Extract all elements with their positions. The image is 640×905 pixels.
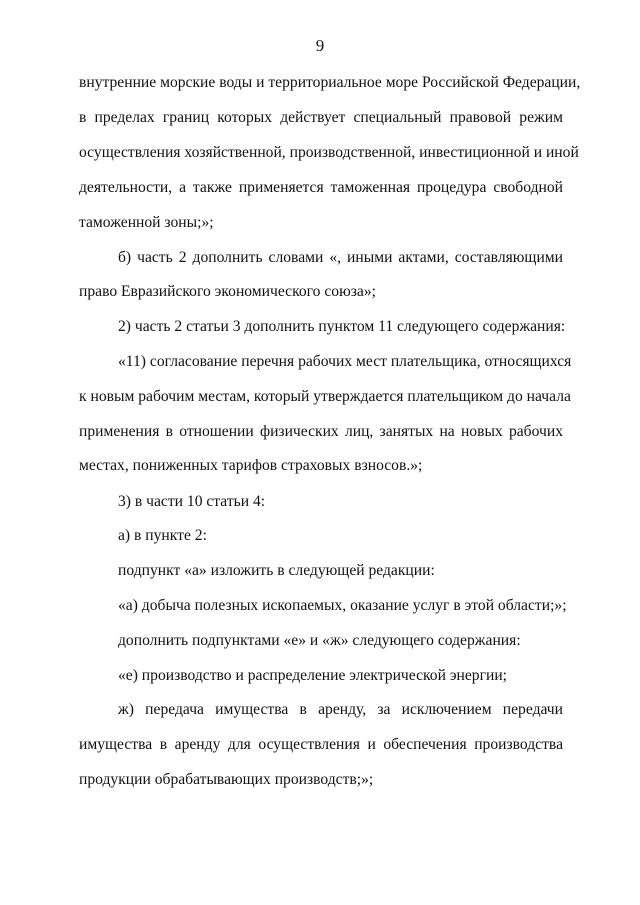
text-line: к новым рабочим местам, который утверждается плательщиком до начала <box>79 388 571 405</box>
text-line: «а) добыча полезных ископаемых, оказание услуг в этой области;»; <box>118 597 567 614</box>
text-line: таможенной зоны;»; <box>79 214 214 231</box>
text-line: применения в отношении физических лиц, занятых на новых рабочих <box>79 423 563 440</box>
text-line: продукции обрабатывающих производств;»; <box>79 771 374 788</box>
page-number: 9 <box>315 36 325 55</box>
text-line: местах, пониженных тарифов страховых взносов.»; <box>79 457 423 474</box>
text-line: а) в пункте 2: <box>118 527 207 544</box>
text-line: имущества в аренду для осуществления и обеспечения производства <box>79 736 563 753</box>
text-line: б) часть 2 дополнить словами «, иными актами, составляющими <box>118 249 563 266</box>
text-line: деятельности, а также применяется таможенная процедура свободной <box>79 179 563 196</box>
text-line: ж) передача имущества в аренду, за исключением передачи <box>118 701 563 718</box>
text-line: «е) производство и распределение электрической энергии; <box>118 667 507 684</box>
text-line: подпункт «а» изложить в следующей редакции: <box>118 562 435 579</box>
text-line: дополнить подпунктами «е» и «ж» следующего содержания: <box>118 632 521 649</box>
text-line: осуществления хозяйственной, производственной, инвестиционной и иной <box>79 144 579 161</box>
text-line: право Евразийского экономического союза»; <box>79 283 376 300</box>
text-line: внутренние морские воды и территориальное море Российской Федерации, <box>79 74 581 91</box>
text-line: 3) в части 10 статьи 4: <box>118 493 266 510</box>
text-line: 2) часть 2 статьи 3 дополнить пунктом 11 следующего содержания: <box>118 318 566 335</box>
text-line: в пределах границ которых действует специальный правовой режим <box>79 109 563 126</box>
text-line: «11) согласование перечня рабочих мест плательщика, относящихся <box>118 353 572 370</box>
